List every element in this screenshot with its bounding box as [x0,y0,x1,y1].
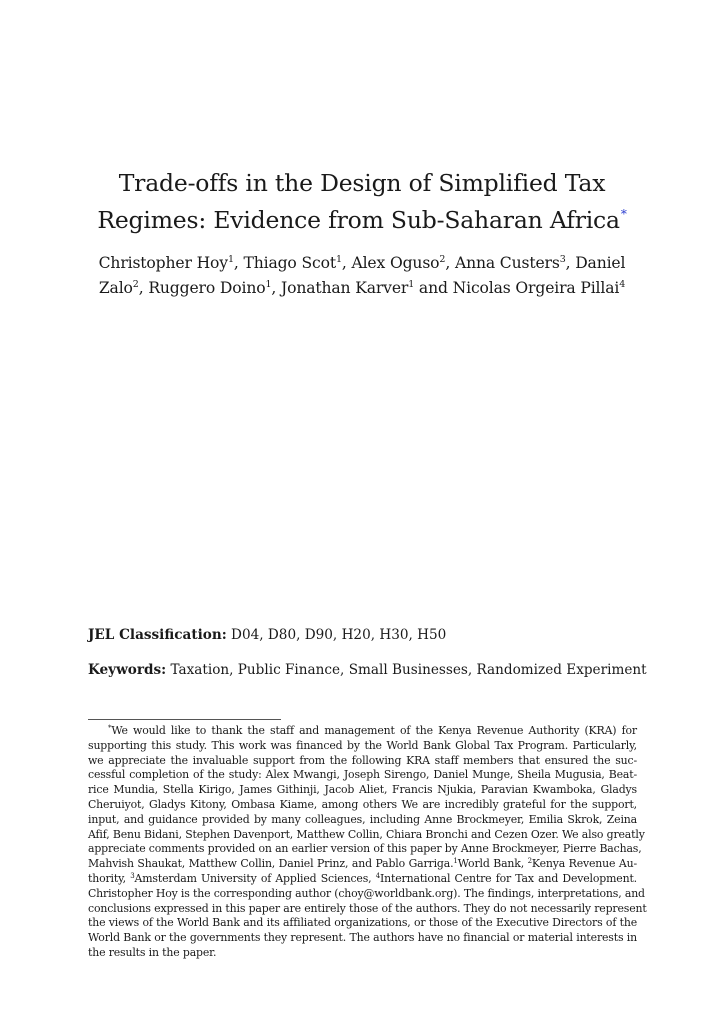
author-affiliation: 2 [132,279,139,290]
author-row-2 [70,276,654,301]
author-affiliation: 3 [559,254,566,265]
keywords [88,661,648,679]
author-name: Jonathan Karver [280,279,409,297]
author-name: Thiago Scot [243,254,336,272]
title-footnote-link[interactable]: * [620,206,627,221]
affiliation-mark: 2 [527,857,532,866]
author-separator: and [414,279,453,297]
author-name: Anna Custers [454,254,560,272]
title-line-1: Trade-offs in the Design of Simplified Tax [118,168,606,197]
footnote-line: Afif, Benu Bidani, Stephen Davenport, Matthew Collin, Chiara Bronchi and Cezen Ozer. We also greatly [88,827,645,841]
footnote-text: Kenya Revenue Au- [531,857,637,871]
author-name: Alex Oguso [351,254,440,272]
author-separator: , [445,254,455,272]
keywords-value: Taxation, Public Finance, Small Businesses, Randomized Experiment [166,662,647,678]
footnote-text: thority, [88,871,131,885]
footnote-line: supporting this study. This work was financed by the World Bank Global Tax Program. Particularly, [88,738,637,752]
footnote-line: the results in the paper. [88,945,217,959]
author-name: Nicolas Orgeira Pillai [452,279,620,297]
jel-classification [88,626,648,644]
footnote-line-affiliations [88,857,637,872]
author-row-1 [70,251,654,276]
author-name: Zalo [98,279,133,297]
footnote-text: International Centre for Tax and Development. [380,871,637,885]
affiliation-mark: 3 [130,871,135,880]
title-line-2-text: Regimes: Evidence from Sub-Saharan Africa [97,205,620,234]
author-affiliation: 4 [619,279,626,290]
footnote-text: World Bank, [457,857,528,871]
footnote-line: conclusions expressed in this paper are entirely those of the authors. They do not necessarily represent [88,901,647,915]
footnote-line-text: We would like to thank the staff and management of the Kenya Revenue Authority (KRA) for [111,724,637,737]
author-affiliation: 1 [227,254,234,265]
jel-value: D04, D80, D90, H20, H30, H50 [226,627,447,643]
footnote-mark: * [108,724,112,732]
author-list [70,251,654,301]
author-affiliation: 2 [439,254,446,265]
jel-label: JEL Classification: [88,627,227,643]
author-name: Christopher Hoy [98,254,228,272]
footnote-text: Mahvish Shaukat, Matthew Collin, Daniel Prinz, and Pablo Garriga. [88,857,454,871]
footnote-line [88,724,637,739]
author-separator: , [271,279,281,297]
footnote-line: World Bank or the governments they represent. The authors have no financial or material interests in [88,931,637,945]
footnote-rule [88,719,281,720]
keywords-label: Keywords: [88,662,167,678]
footnote-line: cessful completion of the study: Alex Mwangi, Joseph Sirengo, Daniel Munge, Sheila Mugusia, Beat- [88,768,637,782]
affiliation-mark: 4 [375,871,381,880]
author-separator: , [341,254,352,272]
footnote-line-affiliations [88,872,637,887]
author-separator: , [138,279,149,297]
author-affiliation: 1 [408,279,415,290]
paper-title [80,168,644,236]
footnote-line: appreciate comments provided on an earlier version of this paper by Anne Brockmeyer, Pierre Bachas, [88,842,642,856]
author-affiliation: 1 [335,254,342,265]
footnote-line: we appreciate the invaluable support from the following KRA staff members that ensured the suc- [88,753,637,767]
author-separator: , [233,254,244,272]
footnote-line: rice Mundia, Stella Kirigo, James Githinji, Jacob Aliet, Francis Njukia, Paravian Kwamboka, Gladys [88,783,637,797]
footnote-line: Cheruiyot, Gladys Kitony, Ombasa Kiame, among others We are incredibly grateful for the support, [88,797,637,811]
affiliation-mark: 1 [453,857,458,866]
author-separator: , Daniel [565,254,626,272]
footnote-line: input, and guidance provided by many colleagues, including Anne Brockmeyer, Emilia Skrok, Zeina [88,812,637,826]
author-affiliation: 1 [265,279,272,290]
acknowledgements-footnote [88,724,647,961]
footnote-line: the views of the World Bank and its affiliated organizations, or those of the Executive Directors of the [88,916,637,930]
footnote-line: Christopher Hoy is the corresponding author (choy@worldbank.org). The findings, interpretations, and [88,886,645,900]
title-line-2 [80,199,644,236]
author-name: Ruggero Doino [148,279,266,297]
footnote-text: Amsterdam University of Applied Sciences, [134,871,376,885]
